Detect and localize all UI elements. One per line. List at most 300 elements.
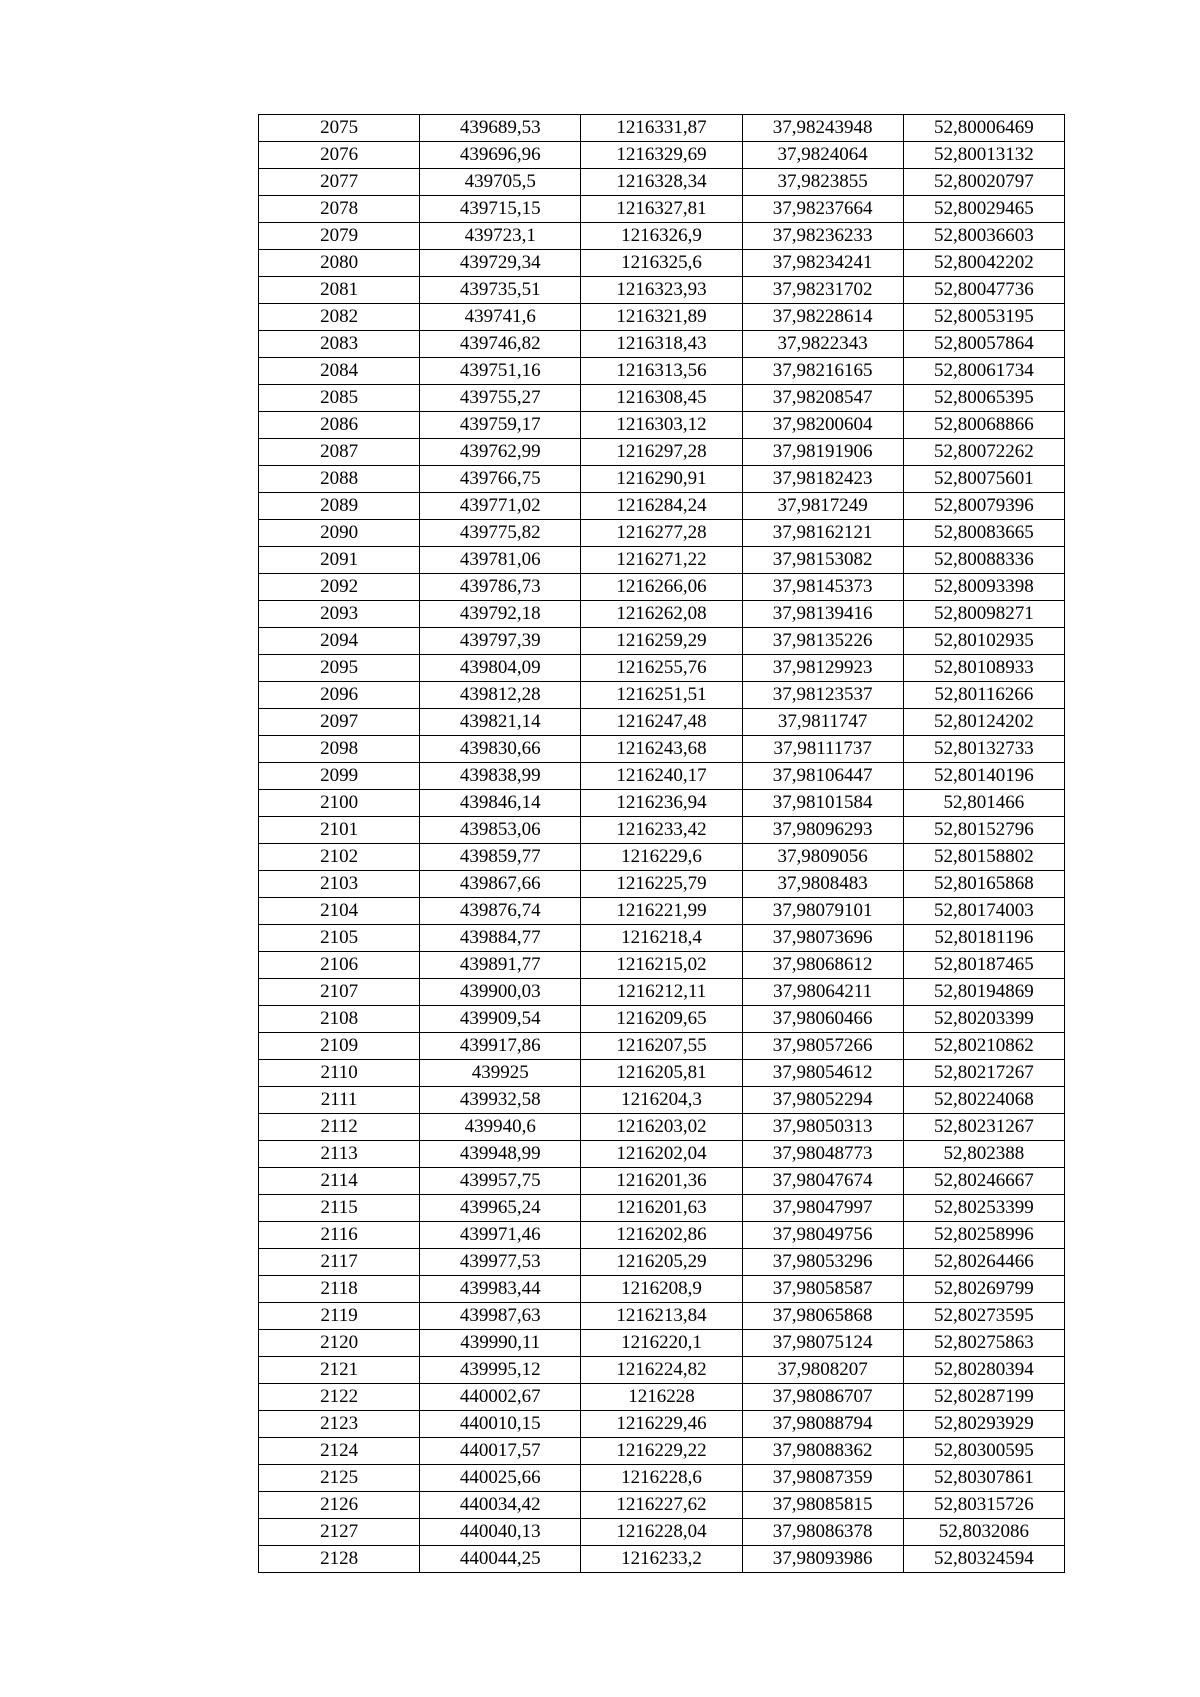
longitude-cell: 37,98048773 [742,1141,903,1168]
latitude-cell: 52,80217267 [903,1060,1064,1087]
latitude-cell: 52,80246667 [903,1168,1064,1195]
table-row [259,304,1065,331]
x-coordinate-cell: 439859,77 [420,844,581,871]
table-row [259,979,1065,1006]
longitude-cell: 37,98057266 [742,1033,903,1060]
point-number-cell: 2108 [259,1006,420,1033]
point-number-cell: 2092 [259,574,420,601]
y-coordinate-cell: 1216228,6 [581,1465,742,1492]
latitude-cell: 52,80108933 [903,655,1064,682]
y-coordinate-cell: 1216224,82 [581,1357,742,1384]
x-coordinate-cell: 439705,5 [420,169,581,196]
y-coordinate-cell: 1216221,99 [581,898,742,925]
latitude-cell: 52,80158802 [903,844,1064,871]
y-coordinate-cell: 1216290,91 [581,466,742,493]
table-row [259,1195,1065,1222]
y-coordinate-cell: 1216308,45 [581,385,742,412]
x-coordinate-cell: 440044,25 [420,1546,581,1573]
point-number-cell: 2094 [259,628,420,655]
latitude-cell: 52,80053195 [903,304,1064,331]
table-row [259,574,1065,601]
x-coordinate-cell: 439755,27 [420,385,581,412]
longitude-cell: 37,98086378 [742,1519,903,1546]
y-coordinate-cell: 1216284,24 [581,493,742,520]
longitude-cell: 37,9817249 [742,493,903,520]
latitude-cell: 52,80203399 [903,1006,1064,1033]
x-coordinate-cell: 439983,44 [420,1276,581,1303]
y-coordinate-cell: 1216205,81 [581,1060,742,1087]
longitude-cell: 37,98050313 [742,1114,903,1141]
x-coordinate-cell: 439876,74 [420,898,581,925]
y-coordinate-cell: 1216266,06 [581,574,742,601]
latitude-cell: 52,80293929 [903,1411,1064,1438]
longitude-cell: 37,98129923 [742,655,903,682]
latitude-cell: 52,80042202 [903,250,1064,277]
y-coordinate-cell: 1216215,02 [581,952,742,979]
point-number-cell: 2119 [259,1303,420,1330]
point-number-cell: 2098 [259,736,420,763]
longitude-cell: 37,98182423 [742,466,903,493]
longitude-cell: 37,9823855 [742,169,903,196]
table-row [259,763,1065,790]
y-coordinate-cell: 1216218,4 [581,925,742,952]
x-coordinate-cell: 439741,6 [420,304,581,331]
x-coordinate-cell: 439884,77 [420,925,581,952]
x-coordinate-cell: 439909,54 [420,1006,581,1033]
y-coordinate-cell: 1216323,93 [581,277,742,304]
x-coordinate-cell: 439971,46 [420,1222,581,1249]
table-row [259,1465,1065,1492]
x-coordinate-cell: 439977,53 [420,1249,581,1276]
longitude-cell: 37,98153082 [742,547,903,574]
latitude-cell: 52,80068866 [903,412,1064,439]
y-coordinate-cell: 1216313,56 [581,358,742,385]
y-coordinate-cell: 1216203,02 [581,1114,742,1141]
y-coordinate-cell: 1216321,89 [581,304,742,331]
x-coordinate-cell: 439900,03 [420,979,581,1006]
y-coordinate-cell: 1216208,9 [581,1276,742,1303]
y-coordinate-cell: 1216303,12 [581,412,742,439]
table-row [259,331,1065,358]
latitude-cell: 52,80029465 [903,196,1064,223]
table-row [259,1222,1065,1249]
longitude-cell: 37,98208547 [742,385,903,412]
latitude-cell: 52,80287199 [903,1384,1064,1411]
longitude-cell: 37,9809056 [742,844,903,871]
y-coordinate-cell: 1216247,48 [581,709,742,736]
latitude-cell: 52,80124202 [903,709,1064,736]
point-number-cell: 2079 [259,223,420,250]
point-number-cell: 2111 [259,1087,420,1114]
longitude-cell: 37,98237664 [742,196,903,223]
x-coordinate-cell: 439838,99 [420,763,581,790]
longitude-cell: 37,98064211 [742,979,903,1006]
x-coordinate-cell: 439746,82 [420,331,581,358]
longitude-cell: 37,9824064 [742,142,903,169]
x-coordinate-cell: 440017,57 [420,1438,581,1465]
y-coordinate-cell: 1216251,51 [581,682,742,709]
x-coordinate-cell: 439696,96 [420,142,581,169]
longitude-cell: 37,98200604 [742,412,903,439]
longitude-cell: 37,98101584 [742,790,903,817]
longitude-cell: 37,98162121 [742,520,903,547]
x-coordinate-cell: 439786,73 [420,574,581,601]
longitude-cell: 37,9808483 [742,871,903,898]
longitude-cell: 37,98085815 [742,1492,903,1519]
latitude-cell: 52,80036603 [903,223,1064,250]
table-row [259,1384,1065,1411]
point-number-cell: 2120 [259,1330,420,1357]
table-row [259,196,1065,223]
x-coordinate-cell: 439781,06 [420,547,581,574]
y-coordinate-cell: 1216325,6 [581,250,742,277]
point-number-cell: 2101 [259,817,420,844]
y-coordinate-cell: 1216213,84 [581,1303,742,1330]
longitude-cell: 37,98058587 [742,1276,903,1303]
table-row [259,925,1065,952]
point-number-cell: 2099 [259,763,420,790]
x-coordinate-cell: 439715,15 [420,196,581,223]
y-coordinate-cell: 1216220,1 [581,1330,742,1357]
point-number-cell: 2103 [259,871,420,898]
y-coordinate-cell: 1216271,22 [581,547,742,574]
table-row [259,142,1065,169]
x-coordinate-cell: 439957,75 [420,1168,581,1195]
point-number-cell: 2105 [259,925,420,952]
latitude-cell: 52,80231267 [903,1114,1064,1141]
point-number-cell: 2081 [259,277,420,304]
latitude-cell: 52,80072262 [903,439,1064,466]
longitude-cell: 37,98216165 [742,358,903,385]
point-number-cell: 2128 [259,1546,420,1573]
latitude-cell: 52,80075601 [903,466,1064,493]
table-row [259,1303,1065,1330]
y-coordinate-cell: 1216255,76 [581,655,742,682]
longitude-cell: 37,98088794 [742,1411,903,1438]
latitude-cell: 52,80300595 [903,1438,1064,1465]
table-row [259,601,1065,628]
longitude-cell: 37,9808207 [742,1357,903,1384]
latitude-cell: 52,80258996 [903,1222,1064,1249]
longitude-cell: 37,98065868 [742,1303,903,1330]
x-coordinate-cell: 439751,16 [420,358,581,385]
point-number-cell: 2126 [259,1492,420,1519]
x-coordinate-cell: 439917,86 [420,1033,581,1060]
x-coordinate-cell: 439797,39 [420,628,581,655]
table-row [259,358,1065,385]
coordinates-table [258,114,1065,1573]
y-coordinate-cell: 1216204,3 [581,1087,742,1114]
x-coordinate-cell: 440002,67 [420,1384,581,1411]
x-coordinate-cell: 439990,11 [420,1330,581,1357]
table-row [259,466,1065,493]
point-number-cell: 2095 [259,655,420,682]
latitude-cell: 52,80116266 [903,682,1064,709]
longitude-cell: 37,98054612 [742,1060,903,1087]
point-number-cell: 2113 [259,1141,420,1168]
x-coordinate-cell: 439762,99 [420,439,581,466]
latitude-cell: 52,80083665 [903,520,1064,547]
table-row [259,1411,1065,1438]
point-number-cell: 2118 [259,1276,420,1303]
x-coordinate-cell: 439932,58 [420,1087,581,1114]
y-coordinate-cell: 1216202,86 [581,1222,742,1249]
latitude-cell: 52,80098271 [903,601,1064,628]
table-row [259,520,1065,547]
point-number-cell: 2125 [259,1465,420,1492]
table-row [259,1033,1065,1060]
latitude-cell: 52,80269799 [903,1276,1064,1303]
longitude-cell: 37,98047997 [742,1195,903,1222]
longitude-cell: 37,98073696 [742,925,903,952]
point-number-cell: 2107 [259,979,420,1006]
table-row [259,736,1065,763]
point-number-cell: 2091 [259,547,420,574]
point-number-cell: 2124 [259,1438,420,1465]
longitude-cell: 37,98047674 [742,1168,903,1195]
point-number-cell: 2127 [259,1519,420,1546]
table-row [259,628,1065,655]
table-row [259,1060,1065,1087]
x-coordinate-cell: 439766,75 [420,466,581,493]
point-number-cell: 2083 [259,331,420,358]
x-coordinate-cell: 439925 [420,1060,581,1087]
latitude-cell: 52,80088336 [903,547,1064,574]
longitude-cell: 37,9811747 [742,709,903,736]
y-coordinate-cell: 1216297,28 [581,439,742,466]
table-row [259,709,1065,736]
table-row [259,1330,1065,1357]
table-row [259,1438,1065,1465]
x-coordinate-cell: 440040,13 [420,1519,581,1546]
point-number-cell: 2102 [259,844,420,871]
x-coordinate-cell: 439853,06 [420,817,581,844]
longitude-cell: 37,98191906 [742,439,903,466]
point-number-cell: 2116 [259,1222,420,1249]
y-coordinate-cell: 1216233,2 [581,1546,742,1573]
table-row [259,1357,1065,1384]
point-number-cell: 2123 [259,1411,420,1438]
point-number-cell: 2097 [259,709,420,736]
point-number-cell: 2090 [259,520,420,547]
point-number-cell: 2084 [259,358,420,385]
point-number-cell: 2077 [259,169,420,196]
latitude-cell: 52,80307861 [903,1465,1064,1492]
point-number-cell: 2089 [259,493,420,520]
x-coordinate-cell: 439965,24 [420,1195,581,1222]
table-row [259,790,1065,817]
x-coordinate-cell: 439775,82 [420,520,581,547]
latitude-cell: 52,80079396 [903,493,1064,520]
latitude-cell: 52,80253399 [903,1195,1064,1222]
table-row [259,412,1065,439]
longitude-cell: 37,98075124 [742,1330,903,1357]
y-coordinate-cell: 1216229,22 [581,1438,742,1465]
table-row [259,952,1065,979]
point-number-cell: 2088 [259,466,420,493]
longitude-cell: 37,98079101 [742,898,903,925]
y-coordinate-cell: 1216259,29 [581,628,742,655]
x-coordinate-cell: 440010,15 [420,1411,581,1438]
x-coordinate-cell: 439792,18 [420,601,581,628]
table-row [259,1141,1065,1168]
table-row [259,493,1065,520]
latitude-cell: 52,801466 [903,790,1064,817]
longitude-cell: 37,98087359 [742,1465,903,1492]
coordinates-table-body [259,115,1065,1573]
longitude-cell: 37,98236233 [742,223,903,250]
longitude-cell: 37,98135226 [742,628,903,655]
longitude-cell: 37,98049756 [742,1222,903,1249]
y-coordinate-cell: 1216228 [581,1384,742,1411]
y-coordinate-cell: 1216229,46 [581,1411,742,1438]
table-row [259,547,1065,574]
x-coordinate-cell: 439759,17 [420,412,581,439]
longitude-cell: 37,98111737 [742,736,903,763]
table-row [259,682,1065,709]
point-number-cell: 2104 [259,898,420,925]
y-coordinate-cell: 1216236,94 [581,790,742,817]
x-coordinate-cell: 439940,6 [420,1114,581,1141]
latitude-cell: 52,80152796 [903,817,1064,844]
x-coordinate-cell: 439948,99 [420,1141,581,1168]
y-coordinate-cell: 1216328,34 [581,169,742,196]
x-coordinate-cell: 439729,34 [420,250,581,277]
latitude-cell: 52,80102935 [903,628,1064,655]
latitude-cell: 52,80174003 [903,898,1064,925]
latitude-cell: 52,80132733 [903,736,1064,763]
latitude-cell: 52,80210862 [903,1033,1064,1060]
point-number-cell: 2121 [259,1357,420,1384]
x-coordinate-cell: 439987,63 [420,1303,581,1330]
x-coordinate-cell: 439821,14 [420,709,581,736]
latitude-cell: 52,80013132 [903,142,1064,169]
longitude-cell: 37,98096293 [742,817,903,844]
latitude-cell: 52,8032086 [903,1519,1064,1546]
latitude-cell: 52,80140196 [903,763,1064,790]
latitude-cell: 52,80165868 [903,871,1064,898]
point-number-cell: 2115 [259,1195,420,1222]
x-coordinate-cell: 440025,66 [420,1465,581,1492]
longitude-cell: 37,98243948 [742,115,903,142]
y-coordinate-cell: 1216209,65 [581,1006,742,1033]
table-row [259,817,1065,844]
longitude-cell: 37,98231702 [742,277,903,304]
y-coordinate-cell: 1216207,55 [581,1033,742,1060]
point-number-cell: 2110 [259,1060,420,1087]
table-row [259,898,1065,925]
table-row [259,871,1065,898]
longitude-cell: 37,98145373 [742,574,903,601]
point-number-cell: 2080 [259,250,420,277]
longitude-cell: 37,98053296 [742,1249,903,1276]
y-coordinate-cell: 1216329,69 [581,142,742,169]
latitude-cell: 52,80065395 [903,385,1064,412]
y-coordinate-cell: 1216228,04 [581,1519,742,1546]
point-number-cell: 2093 [259,601,420,628]
longitude-cell: 37,98123537 [742,682,903,709]
point-number-cell: 2075 [259,115,420,142]
y-coordinate-cell: 1216201,36 [581,1168,742,1195]
y-coordinate-cell: 1216212,11 [581,979,742,1006]
latitude-cell: 52,80061734 [903,358,1064,385]
point-number-cell: 2078 [259,196,420,223]
latitude-cell: 52,80093398 [903,574,1064,601]
latitude-cell: 52,80057864 [903,331,1064,358]
x-coordinate-cell: 439995,12 [420,1357,581,1384]
table-row [259,223,1065,250]
x-coordinate-cell: 439846,14 [420,790,581,817]
point-number-cell: 2117 [259,1249,420,1276]
x-coordinate-cell: 439812,28 [420,682,581,709]
table-row [259,1168,1065,1195]
y-coordinate-cell: 1216205,29 [581,1249,742,1276]
y-coordinate-cell: 1216233,42 [581,817,742,844]
y-coordinate-cell: 1216227,62 [581,1492,742,1519]
y-coordinate-cell: 1216202,04 [581,1141,742,1168]
table-row [259,169,1065,196]
longitude-cell: 37,98052294 [742,1087,903,1114]
latitude-cell: 52,80315726 [903,1492,1064,1519]
latitude-cell: 52,80273595 [903,1303,1064,1330]
table-row [259,1087,1065,1114]
point-number-cell: 2122 [259,1384,420,1411]
latitude-cell: 52,80264466 [903,1249,1064,1276]
y-coordinate-cell: 1216225,79 [581,871,742,898]
table-row [259,1249,1065,1276]
longitude-cell: 37,98068612 [742,952,903,979]
point-number-cell: 2109 [259,1033,420,1060]
latitude-cell: 52,802388 [903,1141,1064,1168]
y-coordinate-cell: 1216243,68 [581,736,742,763]
longitude-cell: 37,98106447 [742,763,903,790]
x-coordinate-cell: 439735,51 [420,277,581,304]
table-row [259,115,1065,142]
y-coordinate-cell: 1216327,81 [581,196,742,223]
point-number-cell: 2076 [259,142,420,169]
point-number-cell: 2096 [259,682,420,709]
longitude-cell: 37,98228614 [742,304,903,331]
latitude-cell: 52,80194869 [903,979,1064,1006]
x-coordinate-cell: 439891,77 [420,952,581,979]
longitude-cell: 37,98086707 [742,1384,903,1411]
x-coordinate-cell: 439689,53 [420,115,581,142]
table-row [259,844,1065,871]
point-number-cell: 2086 [259,412,420,439]
point-number-cell: 2087 [259,439,420,466]
point-number-cell: 2100 [259,790,420,817]
point-number-cell: 2085 [259,385,420,412]
table-row [259,277,1065,304]
point-number-cell: 2082 [259,304,420,331]
y-coordinate-cell: 1216326,9 [581,223,742,250]
longitude-cell: 37,9822343 [742,331,903,358]
y-coordinate-cell: 1216277,28 [581,520,742,547]
latitude-cell: 52,80275863 [903,1330,1064,1357]
table-row [259,385,1065,412]
y-coordinate-cell: 1216229,6 [581,844,742,871]
longitude-cell: 37,98234241 [742,250,903,277]
latitude-cell: 52,80047736 [903,277,1064,304]
latitude-cell: 52,80224068 [903,1087,1064,1114]
table-row [259,439,1065,466]
longitude-cell: 37,98088362 [742,1438,903,1465]
longitude-cell: 37,98093986 [742,1546,903,1573]
point-number-cell: 2106 [259,952,420,979]
point-number-cell: 2112 [259,1114,420,1141]
table-row [259,1114,1065,1141]
y-coordinate-cell: 1216331,87 [581,115,742,142]
